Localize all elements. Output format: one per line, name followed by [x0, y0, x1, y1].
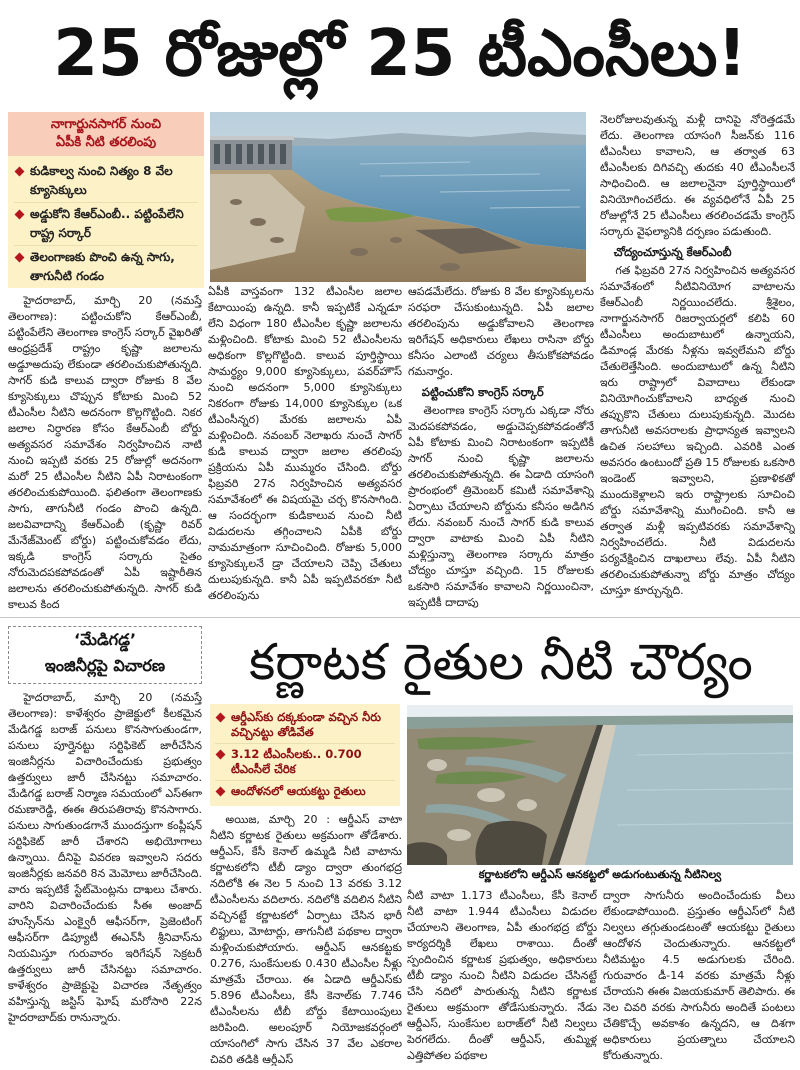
- medigadda-headline-line: ‘మేడిగడ్డ’: [73, 630, 137, 649]
- diamond-bullet-icon: [15, 167, 25, 177]
- highlight-box: [8, 112, 204, 288]
- story-paragraph: నెలరోజులవుతున్న మళ్లీ దానిపై నోరెత్తడమే లేదు. తెలంగాణ యాసంగి సీజన్‌కు 116 టీఎంసీలు కావాలని, ఆ తర్వాత 63 టీఎంసీలకు దిగివచ్చి తుదకు 40 టీఎంసీలనే సాధించింది. ఆ జలాలనైనా పూర్తిస్థాయిలో వినియోగించలేదు. ఈ వ్యవధిలోనే ఏపీ 25 రోజుల్లోనే 25 టీఎంసీలు తరలించడమే కాంగ్రెస్ సర్కారు వైఫల్యానికి దర్పణం పడుతుంది.: [600, 113, 795, 238]
- karnataka-bullet: [215, 707, 395, 744]
- story-paragraph: గత ఫిబ్రవరి 27న నిర్వహించిన అత్యవసర సమావేశంలో నీటివినియోగ వాటాలను కేఆర్ఎంబీ నిర్ణయించలేదు. శ్రీశైలం, నాగార్జునసాగర్ రిజర్వాయర్లలో కలిపి 60 టీఎంసీలు అందుబాటులో ఉన్నాయని, డిమాండ్ల మేరకు నీళ్లను ఇవ్వలేమని బోర్డు చేతులెత్తేసింది. అందుబాటులో ఉన్న నీటిని ఇరు రాష్ట్రాలో వివాదాలు లేకుండా వినియోగించుకోవాలని బాధ్యత నుంచి తప్పుకొని చేతులు దులుపుకున్నది. మొదట తాగునీటి అవసరాలకు ప్రాధాన్యత ఇవ్వాలని ఉచిత సలహాలు ఇచ్చింది. ఎవరికి ఎంత అవసరం ఉంటుందో ప్రతి 15 రోజులకు ఒకసారి ఇండెంట్ ఇవ్వాలని, ప్రణాళికతో ముందుకెళ్లాలని ఇరు రాష్ట్రాలకు సూచించి బోర్డు సమావేశాన్ని ముగించింది. కానీ ఆ తర్వాత మళ్లీ ఇప్పటివరకు సమావేశాన్ని నిర్వహించలేదు. నీటి విడుదలను పర్యవేక్షించిన దాఖలాలు లేవు. ఏపీ నీటిని తరలించుకుపోతున్నా బోర్డు మాత్రం చోద్యం చూస్తూ కూర్చున్నది.: [600, 264, 795, 597]
- story-paragraph: ఏపీకి వాస్తవంగా 132 టీఎంసీల జలాల కేటాయింపు ఉన్నది. కానీ ఇప్పటికే ఎన్నడూ లేని విధంగా 180 టీఎంసీల కృష్ణా జలాలను మళ్లించింది. కోటాకు మించి 52 టీఎంసీలను అధికంగా కొల్లగొట్టింది. కాలువ పూర్తిస్థాయి సామర్థ్యం 9,000 క్యూసెక్కులు, పవర్‌హౌస్ నుంచి అదనంగా 5,000 క్యూసెక్కులు నికరంగా రోజుకు 14,000 క్యూసెక్కుల (ఒక టీఎంసీన్నర) మేరకు జలాలను ఏపీ మళ్లించింది. నవంబర్ నెలాఖరు నుంచే సాగర్ కుడి కాలువ ద్వారా జలాల తరలింపు ప్రక్రియను ఏపీ ముమ్మరం చేసింది. బోర్డు ఫిబ్రవరి 27న నిర్వహించిన అత్యవసర సమావేశంలో ఈ విషయమై చర్చ కొనసాగింది. ఆ సందర్భంగా కుడికాలువ నుంచి నీటి విడుదలను తగ్గించాలని ఏపీకి బోర్డు నామమాత్రంగా సూచించింది. రోజుకు 5,000 క్యూసెక్కులనే డ్రా చేయాలని చెప్పి చేతులు దులుపుకున్నది. కానీ ఏపీ ఇప్పటివరకూ నీటి తరలింపును: [208, 285, 402, 602]
- story-paragraph: అయిజ, మార్చి 20 : ఆర్డీఎస్ వాటా నీటిని కర్ణాటక రైతులు అక్రమంగా తోడేశారు. ఆర్డీఎస్, కేసీ కెనాల్ ఉమ్మడి నీటి వాటాను కర్ణాటకలోని టీబీ డ్యాం ద్వారా తుంగభద్ర నదిలోకి ఈ నెల 5 నుంచి 13 వరకు 3.12 టీఎంసీలను వదిలారు. నదిలోకి వదిలిన నీటిని వచ్చినట్టే కర్ణాటకలో ఏర్పాటు చేసిన భారీ లిఫ్టులు, మోటార్లు, తాగునీటి పథకాల ద్వారా మళ్లించుకుపోయారు. ఆర్డీఎస్ ఆనకట్టకు 0.276, సుంకేసులకు 0.430 టీఎంసీల నీళ్లు మాత్రమే చేరాయి. ఈ ఏడాది ఆర్డీఎస్‌కు 5.896 టీఎంసీలు, కేసీ కెనాల్‌కు 7.746 టీఎంసీలను టీబీ బోర్డు కేటాయింపులు జరిపింది. అలంపూర్ నియోజకవర్గంలో యాసంగిలో సాగు చేసిన 37 వేల ఎకరాల చివరి తడికి ఆర్డీఎస్: [210, 813, 402, 1066]
- karnataka-bullet: [215, 744, 395, 781]
- karnataka-highlight-box: [210, 704, 400, 806]
- main-story-column-2: [208, 284, 402, 613]
- story-paragraph: హైదరాబాద్, మార్చి 20 (నమస్తే తెలంగాణ): పట్టించుకోని కేఆర్ఎంబీ, పట్టింపేలేని తెలంగాణ కాంగ్రెస్ సర్కార్ వైఖరితో ఆంధ్రప్రదేశ్ రాష్ట్రం కృష్ణా జలాలను అడ్డూఅదుపు లేకుండా తరలించుకుపోతున్నది. సాగర్ కుడి కాలువ ద్వారా రోజుకు 8 వేల క్యూసెక్కులు చొప్పున కోటాకు మించి 52 టీఎంసీల నీటిని అదనంగా కొల్లగొట్టింది. నికర జలాల నిర్ధారణ కోసం కేఆర్ఎంబీ బోర్డు అత్యవసర సమావేశం నిర్వహించిన నాటి నుంచి ఇప్పటి వరకు 25 రోజుల్లో అదనంగా మరో 25 టీఎంసీల నీటిని ఏపీ నిరాటంకంగా తరలించుకుపోయింది. ఫలితంగా తెలంగాణకు సాగు, తాగునీటి గండం పొంచి ఉన్నది. జలవివాదాన్ని కేఆర్ఎంబీ (కృష్ణా రివర్ మేనేజ్‌మెంట్ బోర్డు) పట్టించుకోవడం లేదు, ఇక్కడి కాంగ్రెస్ సర్కారు సైతం నోరుమెదపకపోవడంతో ఏపీ ఇష్టారీతిన జలాలను తరలించుకుపోతున్నది. సాగర్ కుడి కాలువ కింద: [8, 294, 202, 611]
- medigadda-headline-box: [8, 626, 202, 684]
- story-paragraph: తెలంగాణ కాంగ్రెస్ సర్కారు ఎక్కడా నోరు మెదపకపోవడం, అడ్డుచెప్పకపోవడంతోనే ఏపీ కోటాకు మించి నిరాటంకంగా ఇప్పటికీ సాగర్ నుంచి కృష్ణా జలాలను తరలించుకుపోతున్నది. ఈ ఏడాది యాసంగి ప్రారంభంలో త్రిమెంబర్ కమిటీ సమావేశాన్ని ఏర్పాటు చేయాలని బోర్డును కనీసం అడిగిన లేదు. నవంబర్ నుంచే సాగర్ కుడి కాలువ ద్వారా వాటాకు మించి ఏపీ నీటిని మళ్లిస్తున్నా తెలంగాణ సర్కారు మాత్రం చోద్యం చూస్తూ వచ్చింది. 15 రోజులకు ఒకసారి సమావేశం కావాలని నిర్ణయించినా, ఇప్పటికీ దాదాపు: [408, 404, 594, 609]
- karnataka-bullet-text: 3.12 టీఎంసీలకు.. 0.700 టీఎంసీలే చేరిక: [231, 747, 362, 776]
- main-story-column-4: [600, 112, 795, 613]
- medigadda-headline-line: ఇంజినీర్లపై విచారణ: [44, 656, 166, 675]
- main-story-column-3: [408, 284, 594, 613]
- highlight-bullet-text: కుడికాల్వ నుంచి నిత్యం 8 వేల క్యూసెక్కులు: [30, 164, 173, 197]
- karnataka-story-column-1: [210, 812, 402, 1066]
- karnataka-headline: కర్ణాటక రైతుల నీటి చౌర్యం: [249, 633, 753, 691]
- main-headline: 25 రోజుల్లో 25 టీఎంసీలు!: [53, 17, 747, 91]
- story-subheading: చోద్యంచూస్తున్న కేఆర్ఎంబీ: [613, 245, 732, 259]
- highlight-bullet-list: [8, 156, 204, 288]
- diamond-bullet-icon: [15, 210, 25, 220]
- karnataka-story-column-2: [407, 888, 597, 1066]
- rds-anicut-photo-image: [407, 705, 793, 865]
- story-paragraph: ఆపడమేలేదు. రోజుకు 8 వేల క్యూసెక్కులను సరఫరా చేసుకుంటున్నది. ఏపీ జలాల తరలింపును అడ్డుకోవాలని తెలంగాణ ఇరిగేషన్ అధికారులు లేఖలు రాసినా బోర్డు కనీసం ఎలాంటి చర్యలు తీసుకోకపోవడం గమనార్హం.: [408, 285, 594, 378]
- diamond-bullet-icon: [216, 787, 226, 797]
- diamond-bullet-icon: [216, 713, 226, 723]
- photo-dam-crest: [210, 136, 294, 140]
- reservoir-dam-photo-image: [210, 112, 586, 282]
- highlight-bullet-text: అడ్డుకోని కేఆర్ఎంబీ.. పట్టింపేలేని రాష్ట్ర సర్కార్: [30, 207, 184, 240]
- karnataka-bullet-text: ఆందోళనలో ఆయకట్టు రైతులు: [231, 784, 366, 798]
- diamond-bullet-icon: [15, 253, 25, 263]
- story-subheading: పట్టించుకోని కాంగ్రెస్ సర్కార్: [421, 385, 544, 399]
- main-story-column-1: [8, 293, 202, 613]
- highlight-bullet: [14, 160, 198, 203]
- highlight-box-title: [8, 112, 204, 156]
- story-paragraph: ద్వారా సాగునీరు అందించేందుకు వీలు లేకుండాపోయింది. ప్రస్తుతం ఆర్డీఎస్‌లో నీటి నిల్వలు తగ్గుతుండటంతో ఆయకట్టు రైతులు ఆందోళన చెందుతున్నారు. ఆనకట్టలో నీటిమట్టం 4.5 అడుగులకు చేరింది. గురువారం డీ-14 వరకు మాత్రమే నీళ్లు చేరాయని ఈఈ విజయకుమార్ తెలిపారు. ఈ నెల చివరి వరకు సాగునీరు అందితే పంటలు చేతికొచ్చే అవకాశం ఉన్నదని, ఆ దిశగా అధికారులు ప్రయత్నాలు చేయాలని కోరుతున్నారు.: [603, 889, 795, 1062]
- highlight-box-title-line: ఏపీకి నీటి తరలింపు: [55, 135, 157, 150]
- reservoir-dam-photo: [210, 112, 586, 282]
- medigadda-story-body: [8, 690, 202, 1066]
- story-paragraph: హైదరాబాద్, మార్చి 20 (నమస్తే తెలంగాణ): కాళేశ్వరం ప్రాజెక్టులో కీలకమైన మేడిగడ్డ బరాజ్ పనులు కొనసాగుతుండగా, పనులు పూర్తైనట్టు సర్టిఫికెట్ జారీచేసిన ఇంజినీర్లను విచారించేందుకు ప్రభుత్వం ఉత్తర్వులు జారీ చేసినట్టు సమాచారం. మేడిగడ్డ బరాజ్ నిర్మాణ సమయంలో ఎస్ఈగా రమణారెడ్డి, ఈఈ తిరుపతిరావు కొనసాగారు. పనులు సాగుతుండగానే ముందస్తుగా కంప్లీషన్ సర్టిఫికెట్ జారీ చేశారని అభియోగాలు ఉన్నాయి. దీనిపై వివరణ ఇవ్వాలని సదరు ఇంజినీర్లకు జనవరి 8న మెమోలు జారీచేసింది. వారు ఇప్పటికే స్టేట్‌మెంట్లను దాఖలు చేశారు. వారిని విచారించేందుకు సీఈ అంజాద్ హుస్సేన్‌ను ఎంక్వైరీ ఆఫీసర్‌గా, ప్రెజెంటింగ్ ఆఫీసర్‌గా డిప్యూటీ ఈఎన్‌సీ శ్రీనివాస్‌ను నియమిస్తూ గురువారం ఇరిగేషన్ సెక్రటరీ ఉత్తర్వులు జారీ చేసినట్టు సమాచారం. కాళేశ్వరం ప్రాజెక్టుపై విచారణ నేతృత్వం వహిస్తున్న జస్టిస్ ఘోష్ మరోసారి 22న హైదరాబాద్‌కు రానున్నారు.: [8, 691, 202, 1024]
- photo-caption: కర్ణాటకలోని ఆర్డీఎస్ ఆనకట్టలో అడుగంటుతున్న నీటినిల్వ: [478, 868, 722, 881]
- highlight-bullet: [14, 246, 198, 288]
- karnataka-bullet-list: [215, 707, 395, 802]
- karnataka-bullet: [215, 781, 395, 802]
- highlight-box-title-line: నాగార్జునసాగర్ నుంచి: [50, 117, 162, 132]
- story-paragraph: నీటి వాటా 1.173 టీఎంసీలు, కేసీ కెనాల్ నీటి వాటా 1.944 టీఎంసీలు విడుదల చేయాలని తెలంగాణ, ఏపీ తుంగభద్ర బోర్డు కార్యదర్శికి లేఖలు రాశాయి. దీంతో స్పందించిన కర్ణాటక ప్రభుత్వం, అధికారులు టీబీ డ్యాం నుంచి నీటిని విడుదల చేసినట్టే చేసి నదిలో పారుతున్న నీటిని కర్ణాటక రైతులు అక్రమంగా తోడేసుకున్నారు. నేడు ఆర్డీఎస్, సుంకేసుల బరాజ్‌లో నీటి నిల్వలు పెరగలేదు. దీంతో ఆర్డీఎస్, తుమ్మిళ్ల ఎత్తిపోతల పథకాల: [407, 889, 597, 1062]
- karnataka-story-column-3: [603, 888, 795, 1066]
- highlight-bullet-text: తెలంగాణకు పొంచి ఉన్న సాగు, తాగునీటి గండం: [30, 250, 175, 283]
- section-divider: [0, 617, 800, 618]
- highlight-bullet: [14, 203, 198, 246]
- rds-anicut-photo: [407, 705, 793, 865]
- diamond-bullet-icon: [216, 750, 226, 760]
- karnataka-bullet-text: ఆర్డీఎస్‌కు దక్కకుండా వచ్చిన నీరు వచ్చినట్టు తోడివేత: [231, 710, 381, 739]
